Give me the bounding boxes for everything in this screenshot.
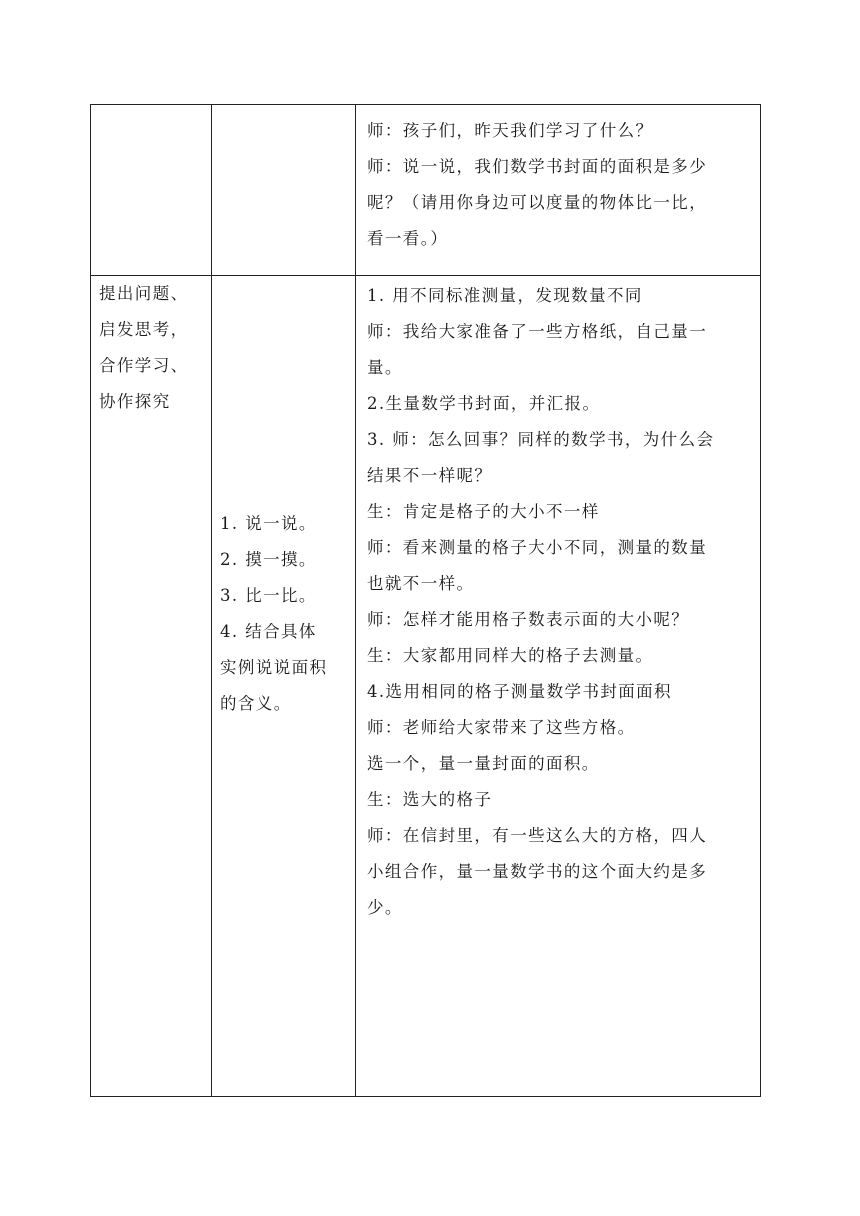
activity-line: 生：选大的格子 bbox=[367, 790, 493, 809]
activity-line: 也就不一样。 bbox=[367, 574, 475, 593]
method-line: 1. 说一说。 bbox=[220, 514, 317, 533]
method-line: 2. 摸一摸。 bbox=[220, 550, 317, 569]
activity-line: 师：我给大家准备了一些方格纸，自己量一 bbox=[367, 322, 708, 341]
method-cell bbox=[212, 276, 356, 1097]
method-line: 的含义。 bbox=[220, 694, 292, 713]
activity-cell bbox=[356, 105, 761, 276]
table-row bbox=[91, 105, 761, 276]
stage-line: 启发思考， bbox=[99, 320, 189, 339]
activity-line: 4.选用相同的格子测量数学书封面面积 bbox=[367, 682, 672, 701]
method-cell bbox=[212, 105, 356, 276]
stage-cell bbox=[91, 276, 212, 1097]
activity-cell bbox=[356, 276, 761, 1097]
stage-line: 协作探究 bbox=[99, 392, 171, 411]
activity-line: 生：肯定是格子的大小不一样 bbox=[367, 502, 600, 521]
activity-line: 师：说一说，我们数学书封面的面积是多少 bbox=[367, 157, 708, 176]
stage-cell bbox=[91, 105, 212, 276]
activity-line: 师：孩子们，昨天我们学习了什么？ bbox=[367, 121, 654, 140]
lesson-plan-table bbox=[90, 104, 761, 1097]
activity-line: 3. 师：怎么回事？同样的数学书，为什么会 bbox=[367, 430, 715, 449]
activity-line: 生：大家都用同样大的格子去测量。 bbox=[367, 646, 654, 665]
stage-line: 合作学习、 bbox=[99, 356, 189, 375]
activity-line: 师：怎样才能用格子数表示面的大小呢？ bbox=[367, 610, 690, 629]
activity-line: 师：看来测量的格子大小不同，测量的数量 bbox=[367, 538, 708, 557]
method-line: 4. 结合具体 bbox=[220, 622, 317, 641]
activity-line: 量。 bbox=[367, 358, 403, 377]
activity-line: 小组合作，量一量数学书的这个面大约是多 bbox=[367, 862, 708, 881]
activity-line: 结果不一样呢？ bbox=[367, 466, 493, 485]
activity-line: 呢？（请用你身边可以度量的物体比一比， bbox=[367, 193, 708, 212]
method-line: 3. 比一比。 bbox=[220, 586, 317, 605]
activity-line: 少。 bbox=[367, 898, 403, 917]
table-row bbox=[91, 276, 761, 1097]
method-line: 实例说说面积 bbox=[220, 658, 328, 677]
stage-line: 提出问题、 bbox=[99, 284, 189, 303]
activity-line: 1. 用不同标准测量，发现数量不同 bbox=[367, 286, 643, 305]
activity-line: 2.生量数学书封面，并汇报。 bbox=[367, 394, 601, 413]
activity-line: 看一看。） bbox=[367, 229, 449, 248]
activity-line: 师：在信封里，有一些这么大的方格，四人 bbox=[367, 826, 708, 845]
activity-line: 师：老师给大家带来了这些方格。 bbox=[367, 718, 636, 737]
activity-line: 选一个，量一量封面的面积。 bbox=[367, 754, 600, 773]
